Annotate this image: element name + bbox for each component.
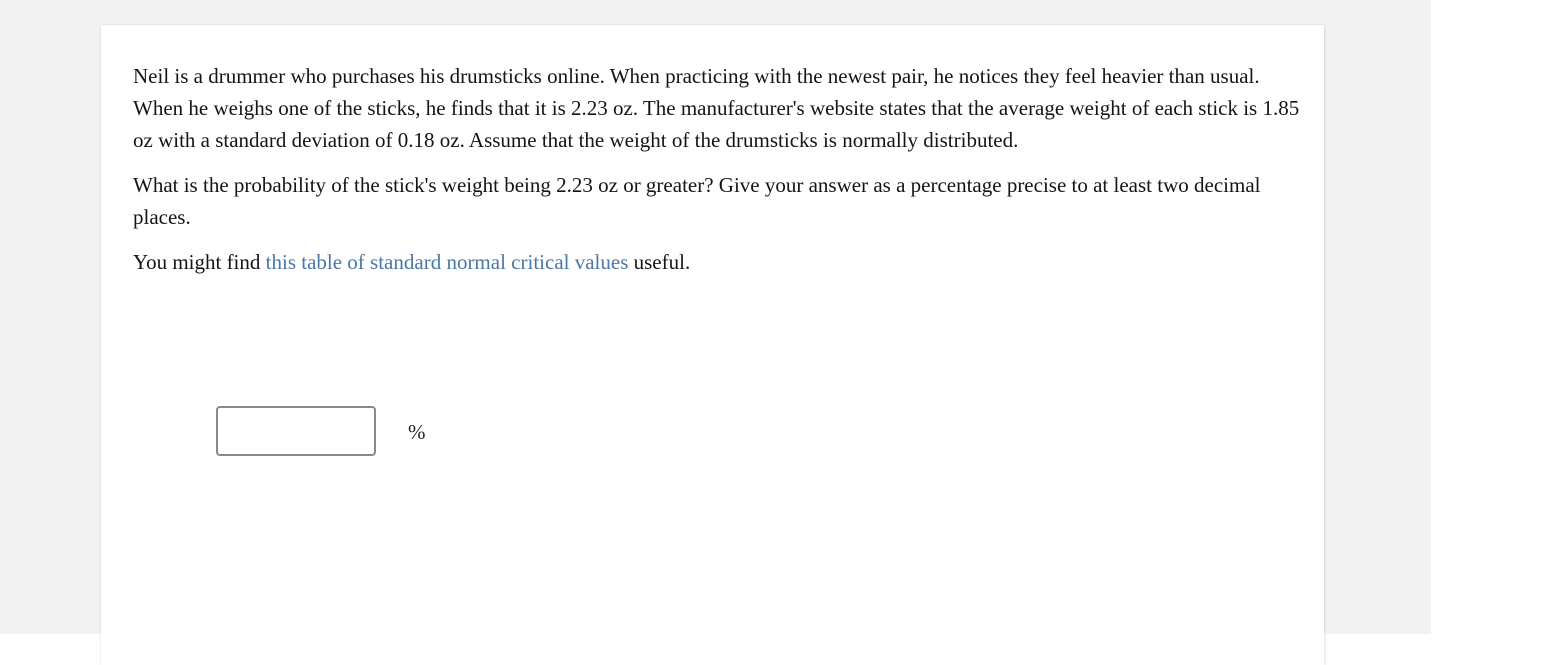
critical-values-table-link[interactable]: this table of standard normal critical values bbox=[265, 250, 629, 274]
percent-unit-label: % bbox=[408, 420, 426, 444]
question-card bbox=[101, 25, 1324, 665]
hint-suffix: useful. bbox=[628, 250, 691, 274]
question-content bbox=[133, 60, 1308, 291]
problem-statement: Neil is a drummer who purchases his drumsticks online. When practicing with the newest pair, he notices they feel heavier than usual. When he weighs one of the sticks, he finds that it is 2.23 oz. The manufacturer's website states that the average weight of each stick is 1.85 oz with a standard deviation of 0.18 oz. Assume that the weight of the drumsticks is normally distributed. bbox=[133, 64, 1300, 152]
question-prompt: What is the probability of the stick's weight being 2.23 oz or greater? Give your answer as a percentage precise to at least two decimal places. bbox=[133, 173, 1261, 229]
hint-line bbox=[133, 246, 1308, 278]
answer-input[interactable] bbox=[216, 406, 376, 456]
hint-prefix: You might find bbox=[133, 250, 266, 274]
